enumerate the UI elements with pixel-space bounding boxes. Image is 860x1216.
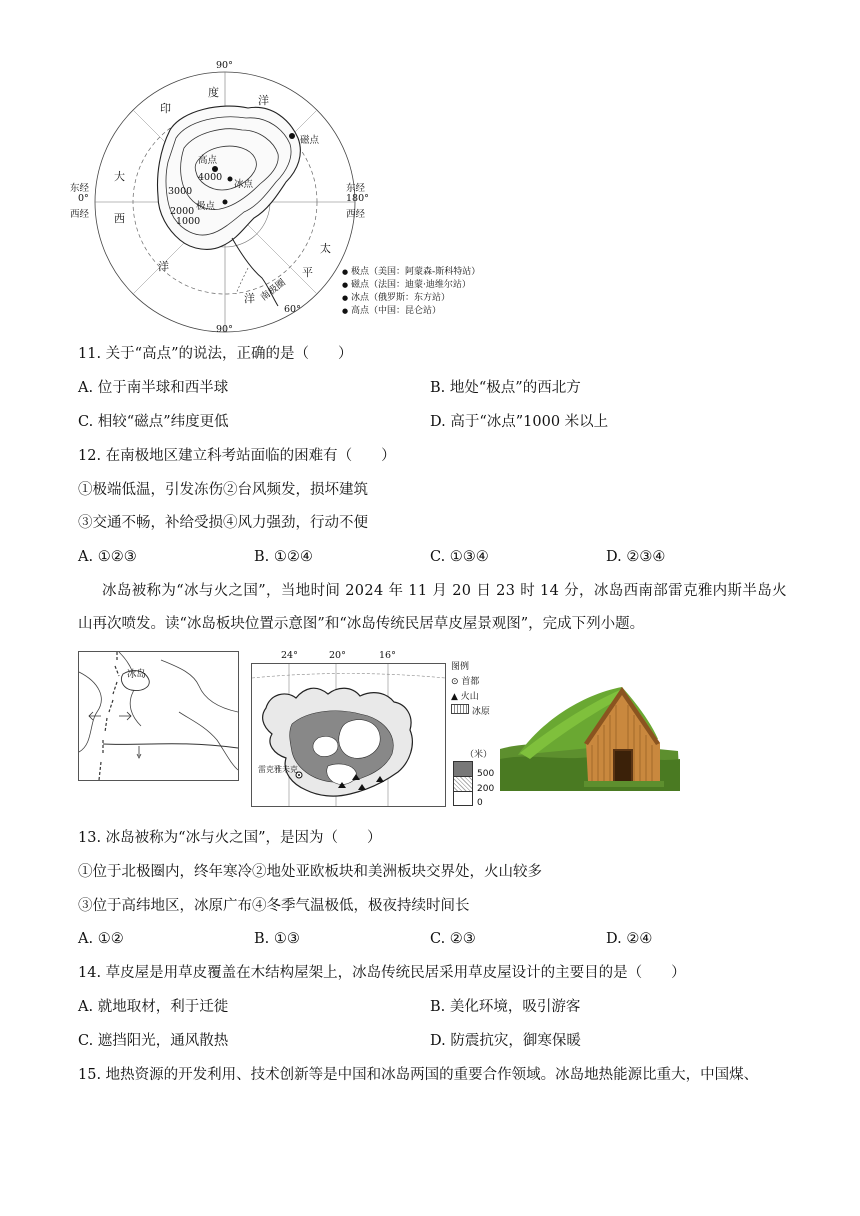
capital-label: 雷克雅未克 [258,765,298,774]
ice-field-icon [451,704,469,714]
q11-option-b[interactable]: B. 地处“极点”的西北方 [430,380,581,396]
intro-line-1: 冰岛被称为“冰与火之国”，当地时间 2024 年 11 月 20 日 23 时 14 分，冰岛西南部雷克雅内斯半岛火 [102,583,787,599]
ocean-label-7: 太 [320,242,331,255]
q11-stem: 11. 关于“高点”的说法，正确的是（ ） [78,346,353,362]
ocean-label-9: 洋 [244,292,255,305]
iceland-map-frame [251,663,446,807]
q14-option-b[interactable]: B. 美化环境，吸引游客 [430,999,581,1015]
volcano-icon: ▲ [451,692,458,702]
q13-option-b[interactable]: B. ①③ [254,931,300,947]
ocean-label-4: 大 [114,170,125,183]
turf-house-svg [500,683,680,791]
q12-option-b[interactable]: B. ①②④ [254,549,313,565]
legend-volcano: ▲ 火山 [451,692,479,702]
elev-box-high [453,761,473,777]
q13-stem: 13. 冰岛被称为“冰与火之国”，是因为（ ） [78,830,382,846]
legend-ice: 冰原 [451,704,501,717]
ocean-label-8: 平 [302,266,313,279]
lat-60-label: 60° [284,304,301,315]
ice-point-label: 冰点 [234,179,254,190]
lon-label-top: 90° [216,60,233,71]
antarctica-map [72,62,512,337]
legend-item: ● 磁点（法国：迪蒙·迪维尔站） [342,280,471,290]
ocean-label-3: 洋 [258,94,269,107]
turf-house-image [500,683,680,791]
q14-option-c[interactable]: C. 遮挡阳光，通风散热 [78,1033,229,1049]
lon-24-label: 24° [281,650,298,661]
elev-box-mid [453,776,473,792]
antarctica-legend [342,264,517,316]
iceland-map-svg [252,664,445,806]
right-180-label: 180° [346,193,369,204]
q13-option-c[interactable]: C. ②③ [430,931,476,947]
right-east-label: 东经 [346,183,366,194]
q11-option-d[interactable]: D. 高于“冰点”1000 米以上 [430,414,609,430]
left-east-label: 东经 [70,183,90,194]
elev-500: 500 [477,769,495,779]
high-point-label: 高点 [198,155,218,166]
elev-0: 0 [477,798,483,808]
q12-option-d[interactable]: D. ②③④ [606,549,666,565]
q12-statement-1: ①极端低温，引发冻伤②台风频发，损坏建筑 [78,482,368,498]
q13-statement-2: ③位于高纬地区，冰原广布④冬季气温极低，极夜持续时间长 [78,898,470,914]
q11-option-c[interactable]: C. 相较“磁点”纬度更低 [78,414,229,430]
south-circle-label: 南极圈 [258,277,288,304]
lon-label-bottom: 90° [216,324,233,335]
ocean-label-5: 西 [114,212,125,225]
q13-option-d[interactable]: D. ②④ [606,931,653,947]
contour-1000: 1000 [176,216,201,227]
legend-capital: ⊙ 首都 [451,677,480,687]
left-zero-label: 0° [78,193,89,204]
q11-option-a[interactable]: A. 位于南半球和西半球 [78,380,229,396]
q13-statement-1: ①位于北极圈内，终年寒冷②地处亚欧板块和美洲板块交界处，火山较多 [78,864,542,880]
lon-20-label: 20° [329,650,346,661]
q12-stem: 12. 在南极地区建立科考站面临的困难有（ ） [78,448,396,464]
ocean-label-2: 度 [208,86,219,99]
plate-map [78,651,239,781]
legend-item: ● 极点（美国：阿蒙森-斯科特站） [342,267,481,277]
legend-item: ● 高点（中国：昆仑站） [342,306,441,316]
plate-map-svg [79,652,238,780]
elev-box-low [453,791,473,806]
q12-option-a[interactable]: A. ①②③ [78,549,137,565]
pole-point-label: 极点 [196,201,216,212]
q14-stem: 14. 草皮屋是用草皮覆盖在木结构屋架上，冰岛传统民居采用草皮屋设计的主要目的是（ ） [78,965,686,981]
legend-item: ● 冰点（俄罗斯：东方站） [342,293,450,303]
ocean-label-1: 印 [160,102,171,115]
iceland-label: 冰岛 [127,669,147,680]
legend-title: 图例 [451,662,470,672]
contour-4000: 4000 [198,172,223,183]
q12-statement-2: ③交通不畅，补给受损④风力强劲，行动不便 [78,515,368,531]
q13-option-a[interactable]: A. ①② [78,931,124,947]
elev-unit: （米） [465,750,493,760]
contour-2000: 2000 [170,206,195,217]
left-west-label: 西经 [70,209,90,220]
magnetic-point-label: 磁点 [300,135,320,146]
iceland-map [251,651,493,806]
elev-200: 200 [477,784,495,794]
q14-option-d[interactable]: D. 防震抗灾，御寒保暖 [430,1033,581,1049]
lon-16-label: 16° [379,650,396,661]
right-west-label: 西经 [346,209,366,220]
intro-line-2: 山再次喷发。读“冰岛板块位置示意图”和“冰岛传统民居草皮屋景观图”，完成下列小题。 [78,616,645,632]
q14-option-a[interactable]: A. 就地取材，利于迁徙 [78,999,229,1015]
q15-stem: 15. 地热资源的开发利用、技术创新等是中国和冰岛两国的重要合作领域。冰岛地热能源比重大，中国煤、 [78,1067,759,1083]
contour-3000: 3000 [168,186,193,197]
capital-icon: ⊙ [451,677,459,687]
iceland-legend [451,659,501,717]
ocean-label-6: 洋 [158,260,169,273]
q12-option-c[interactable]: C. ①③④ [430,549,489,565]
